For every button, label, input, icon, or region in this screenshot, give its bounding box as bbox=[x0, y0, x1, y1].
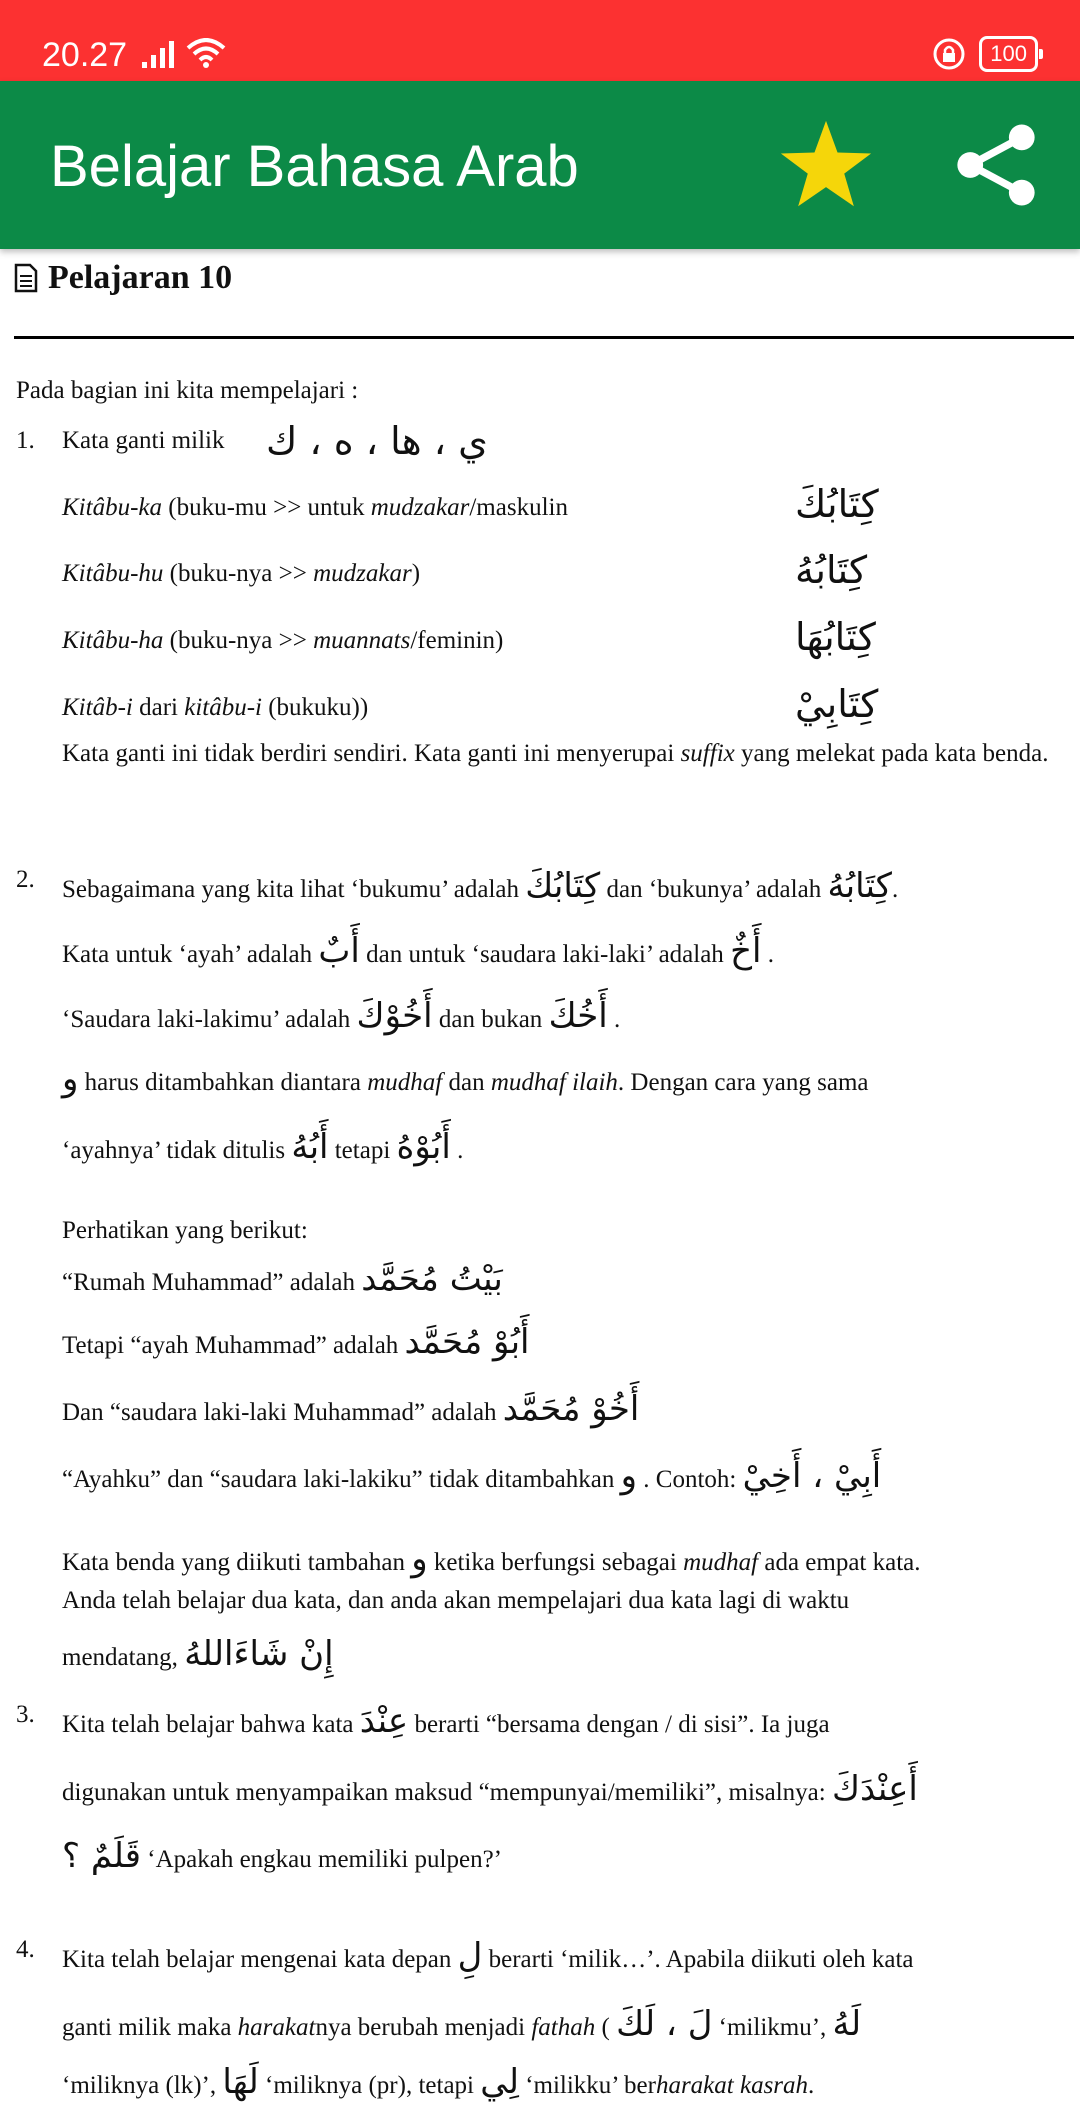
status-time: 20.27 bbox=[42, 36, 128, 74]
item2-line: ‘ayahnya’ tidak ditulis أَبُهُ tetapi أَبُوْهُ . bbox=[62, 1127, 464, 1167]
lock-icon bbox=[933, 38, 965, 70]
item2-line: “Ayahku” dan “saudara laki-lakiku” tidak ditambahkan و . Contoh: أَبِيْ ، أَخِيْ bbox=[62, 1456, 882, 1496]
item2-line: و harus ditambahkan diantara mudhaf dan mudhaf ilaih. Dengan cara yang sama bbox=[62, 1059, 869, 1099]
pronoun-row-arabic: كِتَابِيْ bbox=[795, 682, 879, 726]
item1-label: Kata ganti milik bbox=[62, 427, 225, 454]
pronoun-row: Kitâbu-ha (buku-nya >> muannats/feminin) bbox=[62, 627, 504, 654]
pronoun-row-arabic: كِتَابُهُ bbox=[795, 548, 868, 592]
item2-line: “Rumah Muhammad” adalah بَيْتُ مُحَمَّد bbox=[62, 1259, 503, 1299]
item2-line: mendatang, إِنْ شَاءَاللهُ bbox=[62, 1634, 334, 1674]
item2-line: Anda telah belajar dua kata, dan anda akan mempelajari dua kata lagi di waktu bbox=[62, 1587, 850, 1614]
pronoun-row-arabic: كِتَابُكَ bbox=[795, 482, 879, 526]
app-bar bbox=[0, 81, 1080, 249]
item-number: 2. bbox=[16, 866, 35, 893]
pronoun-row: Kitâb-i dari kitâbu-i (bukuku)) bbox=[62, 694, 369, 721]
item2-line: Tetapi “ayah Muhammad” adalah أَبُوْ مُحَمَّد bbox=[62, 1322, 530, 1362]
wifi-icon bbox=[186, 38, 226, 68]
item3-line: digunakan untuk menyampaikan maksud “mempunyai/memiliki”, misalnya: أَعِنْدَكَ bbox=[62, 1769, 918, 1809]
item3-line: Kita telah belajar bahwa kata عِنْدَ berarti “bersama dengan / di sisi”. Ia juga bbox=[62, 1701, 830, 1741]
status-right bbox=[933, 36, 1038, 72]
item2-line: Kata benda yang diikuti tambahan و ketika berfungsi sebagai mudhaf ada empat kata. bbox=[62, 1539, 921, 1579]
item3-line: قَلَمٌ ؟ ‘Apakah engkau memiliki pulpen?’ bbox=[62, 1836, 502, 1876]
signal-icon bbox=[142, 40, 178, 68]
item-number: 1. bbox=[16, 427, 35, 454]
pronoun-row: Kitâbu-ka (buku-mu >> untuk mudzakar/maskulin bbox=[62, 494, 568, 521]
item1-note: Kata ganti ini tidak berdiri sendiri. Kata ganti ini menyerupai suffix yang melekat pada kata benda. bbox=[62, 740, 1049, 767]
item4-line: Kita telah belajar mengenai kata depan لِ berarti ‘milik…’. Apabila diikuti oleh kata bbox=[62, 1936, 914, 1976]
item-number: 4. bbox=[16, 1936, 35, 1963]
item1-arabic: ي ، ها ، ه ، ك bbox=[266, 419, 488, 463]
app-title: Belajar Bahasa Arab bbox=[50, 134, 579, 199]
lesson-content bbox=[0, 249, 1080, 2112]
share-icon[interactable] bbox=[950, 119, 1042, 211]
item4-line: ganti milik maka harakatnya berubah menjadi fathah ( لَ ، لَكَ ‘milikmu’, لَهُ bbox=[62, 2004, 862, 2044]
lesson-title bbox=[14, 259, 232, 297]
status-bar bbox=[0, 0, 1080, 81]
intro-text: Pada bagian ini kita mempelajari : bbox=[16, 377, 359, 404]
title-divider bbox=[14, 336, 1074, 339]
item2-line: Sebagaimana yang kita lihat ‘bukumu’ adalah كِتَابُكَ dan ‘bukunya’ adalah كِتَابُهُ. bbox=[62, 866, 899, 906]
pronoun-row-arabic: كِتَابُهَا bbox=[795, 615, 876, 659]
item2-line: Dan “saudara laki-laki Muhammad” adalah أَخُوْ مُحَمَّد bbox=[62, 1389, 640, 1429]
document-icon bbox=[14, 263, 38, 293]
battery-icon: 100 bbox=[979, 36, 1038, 72]
item2-line: Perhatikan yang berikut: bbox=[62, 1217, 308, 1244]
star-icon[interactable] bbox=[778, 117, 874, 213]
item4-line: ‘miliknya (lk)’, لَهَا ‘miliknya (pr), tetapi لِي ‘milikku’ berharakat kasrah. bbox=[62, 2062, 815, 2102]
status-left-icons bbox=[142, 38, 226, 68]
lesson-title-text: Pelajaran 10 bbox=[48, 259, 233, 296]
item2-line: Kata untuk ‘ayah’ adalah أَبٌ dan untuk ‘saudara laki-laki’ adalah أَخٌ . bbox=[62, 931, 774, 971]
item-number: 3. bbox=[16, 1701, 35, 1728]
pronoun-row: Kitâbu-hu (buku-nya >> mudzakar) bbox=[62, 560, 421, 587]
item2-line: ‘Saudara laki-lakimu’ adalah أَخُوْكَ dan bukan أَخُكَ . bbox=[62, 996, 621, 1036]
